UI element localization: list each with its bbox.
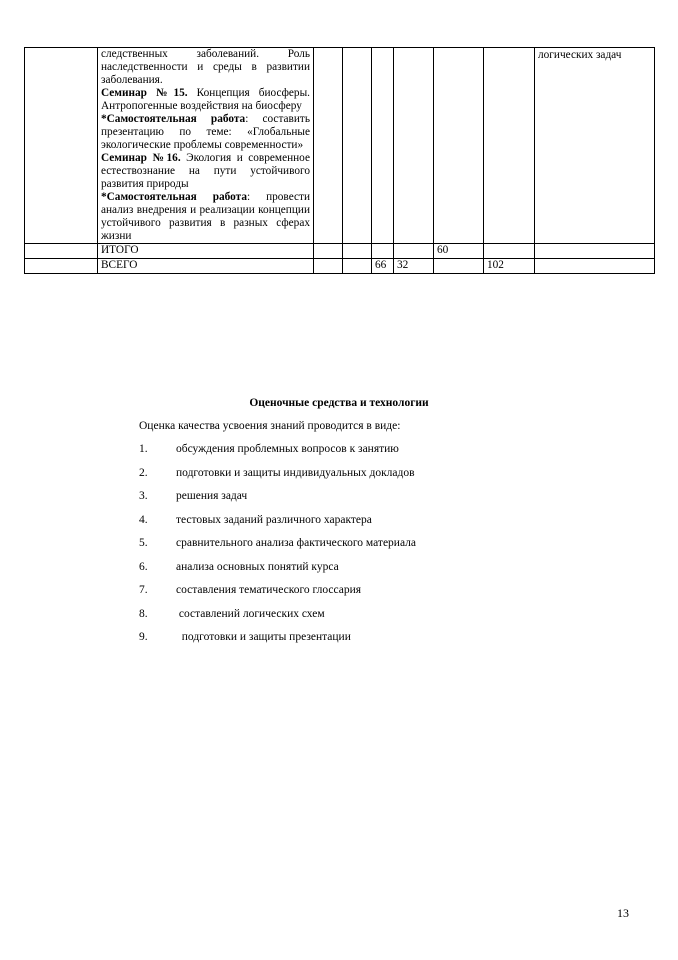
item-number: 8. (139, 607, 148, 620)
item-text: решения задач (176, 490, 248, 502)
section-heading: Оценочные средства и технологии (249, 397, 429, 409)
item-text: тестовых заданий различного характера (176, 513, 372, 526)
list-item (139, 631, 416, 655)
list-item (139, 608, 416, 632)
item-text: сравнительного анализа фактического материала (176, 537, 416, 549)
table-cell (372, 48, 394, 244)
item-text: обсуждения проблемных вопросов к занятию (176, 443, 399, 455)
row-label: ВСЕГО (98, 259, 314, 274)
table-row (25, 48, 655, 244)
table-cell (314, 48, 343, 244)
row-label: ИТОГО (98, 244, 314, 259)
list-item (139, 561, 416, 585)
form-of-control-cell: логических задач (535, 48, 655, 244)
page-number: 13 (617, 906, 629, 920)
table-cell (343, 48, 372, 244)
table-cell (343, 259, 372, 274)
topic-paragraph: Семинар №16. Экология и современное естествознание на пути устойчивого развития природы (101, 152, 310, 190)
item-number: 2. (139, 466, 148, 479)
topic-paragraph: следственных заболеваний. Роль наследственности и среды в развитии заболевания. (101, 48, 310, 86)
table-cell (434, 48, 484, 244)
list-item (139, 537, 416, 561)
total-row-vsego (25, 259, 655, 274)
item-text: составлений логических схем (176, 607, 325, 620)
table-cell (394, 244, 434, 259)
intro-text: Оценка качества усвоения знаний проводится в виде: (139, 420, 401, 432)
table-cell (434, 259, 484, 274)
table-cell (25, 244, 98, 259)
list-item (139, 443, 416, 467)
topic-paragraph: *Самостоятельная работа: провести анализ внедрения и реализации концепции устойчивого развития в разных сферах жизни (101, 191, 310, 242)
item-number: 9. (139, 631, 148, 643)
assessment-list (139, 443, 416, 655)
list-item (139, 467, 416, 491)
topic-paragraph: *Самостоятельная работа: составить презентацию по теме: «Глобальные экологические проблемы современности» (101, 113, 311, 151)
table-cell (394, 48, 434, 244)
table-cell: 60 (434, 244, 484, 259)
table-cell: 102 (484, 259, 535, 274)
table-cell (372, 244, 394, 259)
item-text: подготовки и защиты презентации (176, 631, 351, 643)
list-item (139, 514, 416, 538)
list-item (139, 490, 416, 514)
item-text: подготовки и защиты индивидуальных докладов (176, 466, 415, 479)
table-cell (535, 259, 655, 274)
table-cell (314, 244, 343, 259)
item-number: 4. (139, 513, 148, 526)
table-cell (314, 259, 343, 274)
item-number: 3. (139, 490, 148, 502)
item-number: 5. (139, 537, 148, 549)
table-cell (343, 244, 372, 259)
topic-paragraph: Семинар №15. Концепция биосферы. Антропогенные воздействия на биосферу (101, 87, 310, 112)
table-cell: 32 (394, 259, 434, 274)
table-cell: 66 (372, 259, 394, 274)
item-text: анализа основных понятий курса (176, 560, 339, 573)
total-row-itogo (25, 244, 655, 259)
curriculum-table (24, 47, 655, 274)
item-number: 6. (139, 560, 148, 573)
table-cell (484, 244, 535, 259)
item-number: 7. (139, 584, 148, 596)
table-cell (25, 48, 98, 244)
topic-cell (98, 48, 314, 244)
table-cell (25, 259, 98, 274)
table-cell (535, 244, 655, 259)
item-number: 1. (139, 443, 148, 455)
list-item (139, 584, 416, 608)
table-cell (484, 48, 535, 244)
item-text: составления тематического глоссария (176, 584, 362, 596)
